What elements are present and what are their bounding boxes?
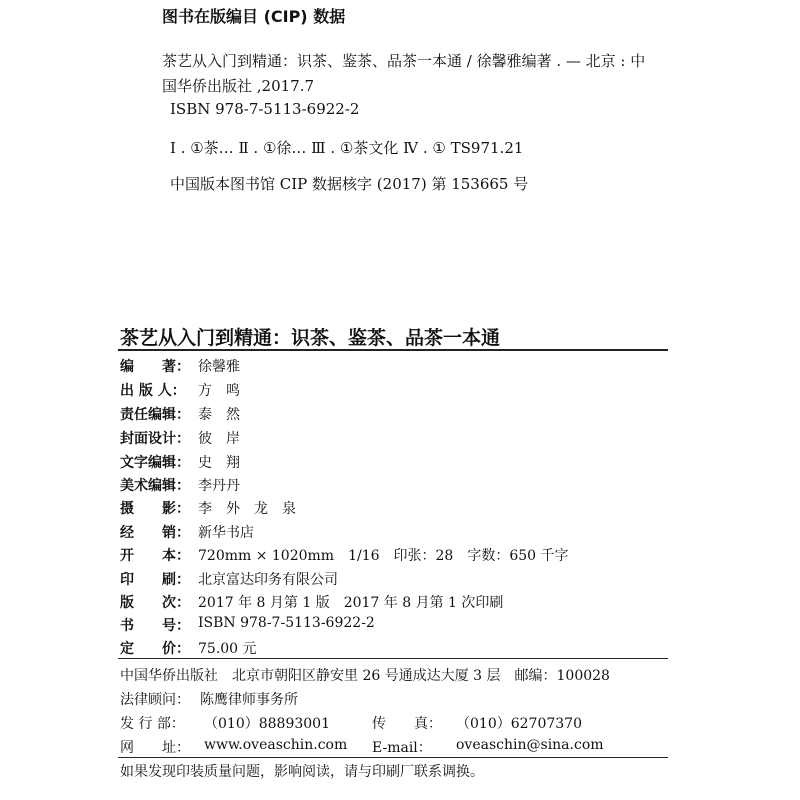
quality-notice: 如果发现印装质量问题，影响阅读，请与印刷厂联系调换。 <box>120 764 484 780</box>
publisher-address-text: 中国华侨出版社 北京市朝阳区静安里 26 号通成达大厦 3 层 邮编：100028 <box>120 668 610 684</box>
detail-row-edition <box>120 592 503 612</box>
detail-row-photography <box>120 498 296 518</box>
publisher-legal <box>120 689 298 709</box>
publisher-address <box>120 665 610 685</box>
detail-value: 720mm × 1020mm 1/16 印张：28 字数：650 千字 <box>198 548 569 564</box>
detail-label: 文字编辑： <box>120 455 190 471</box>
detail-row-price <box>120 638 257 658</box>
detail-value: 徐馨雅 <box>198 359 240 375</box>
detail-label: 出 版 人： <box>120 383 186 399</box>
fax-label: 传 真： <box>372 716 442 732</box>
detail-row-cover-design <box>120 428 240 448</box>
detail-label: 书 号： <box>120 618 190 634</box>
email-label: E-mail： <box>372 740 432 756</box>
detail-value: 75.00 元 <box>198 641 257 657</box>
sales-label: 发 行 部： <box>120 716 185 732</box>
cip-number: 中国版本图书馆 CIP 数据核字 (2017) 第 153665 号 <box>170 175 529 193</box>
cip-heading: 图书在版编目 (CIP) 数据 <box>162 7 346 26</box>
website-link[interactable]: www.oveaschin.com <box>204 737 348 753</box>
detail-label: 印 刷： <box>120 572 190 588</box>
detail-row-distribution <box>120 522 254 542</box>
cip-isbn: ISBN 978-7-5113-6922-2 <box>170 100 360 118</box>
detail-value: 泰 然 <box>198 407 240 423</box>
legal-value: 陈鹰律师事务所 <box>200 692 298 708</box>
detail-label: 责任编辑： <box>120 407 190 423</box>
email-link[interactable]: oveaschin@sina.com <box>456 737 604 753</box>
cip-entry-line-2: 国华侨出版社 ,2017.7 <box>162 77 315 95</box>
detail-row-author <box>120 356 240 376</box>
publisher-phone-row <box>120 713 582 733</box>
detail-value: 李 外 龙 泉 <box>198 501 296 517</box>
cip-classification: Ⅰ . ①茶… Ⅱ . ①徐… Ⅲ . ①茶文化 Ⅳ . ① TS971.21 <box>170 139 524 157</box>
publisher-web-row <box>120 737 604 757</box>
fax-number: （010）62707370 <box>456 716 582 732</box>
detail-row-text-editor <box>120 452 240 472</box>
details-divider <box>118 658 668 659</box>
detail-label: 编 著： <box>120 359 190 375</box>
detail-row-format <box>120 545 569 565</box>
detail-label: 开 本： <box>120 548 190 564</box>
cip-entry-line-1: 茶艺从入门到精通：识茶、鉴茶、品茶一本通 / 徐馨雅编著 . — 北京 : 中 <box>162 52 646 70</box>
detail-row-printer <box>120 569 338 589</box>
detail-label: 封面设计： <box>120 431 190 447</box>
detail-label: 经 销： <box>120 525 190 541</box>
detail-label: 美术编辑： <box>120 478 190 494</box>
legal-label: 法律顾问： <box>120 692 190 708</box>
detail-value: 李丹丹 <box>198 478 240 494</box>
detail-value: ISBN 978-7-5113-6922-2 <box>198 615 375 631</box>
detail-value: 北京富达印务有限公司 <box>198 572 338 588</box>
detail-value: 史 翔 <box>198 455 240 471</box>
detail-value: 2017 年 8 月第 1 版 2017 年 8 月第 1 次印刷 <box>198 595 504 611</box>
title-divider <box>118 349 668 351</box>
detail-label: 摄 影： <box>120 501 190 517</box>
detail-value: 彼 岸 <box>198 431 240 447</box>
sales-phone: （010）88893001 <box>204 716 330 732</box>
web-label: 网 址： <box>120 740 190 756</box>
book-title: 茶艺从入门到精通：识茶、鉴茶、品茶一本通 <box>120 327 501 349</box>
detail-row-isbn <box>120 615 375 635</box>
footer-divider <box>118 757 668 758</box>
detail-label: 版 次： <box>120 595 190 611</box>
detail-row-art-editor <box>120 475 240 495</box>
detail-row-editor <box>120 404 240 424</box>
detail-label: 定 价： <box>120 641 190 657</box>
detail-value: 方 鸣 <box>198 383 240 399</box>
detail-row-publisher-person <box>120 380 240 400</box>
detail-value: 新华书店 <box>198 525 254 541</box>
